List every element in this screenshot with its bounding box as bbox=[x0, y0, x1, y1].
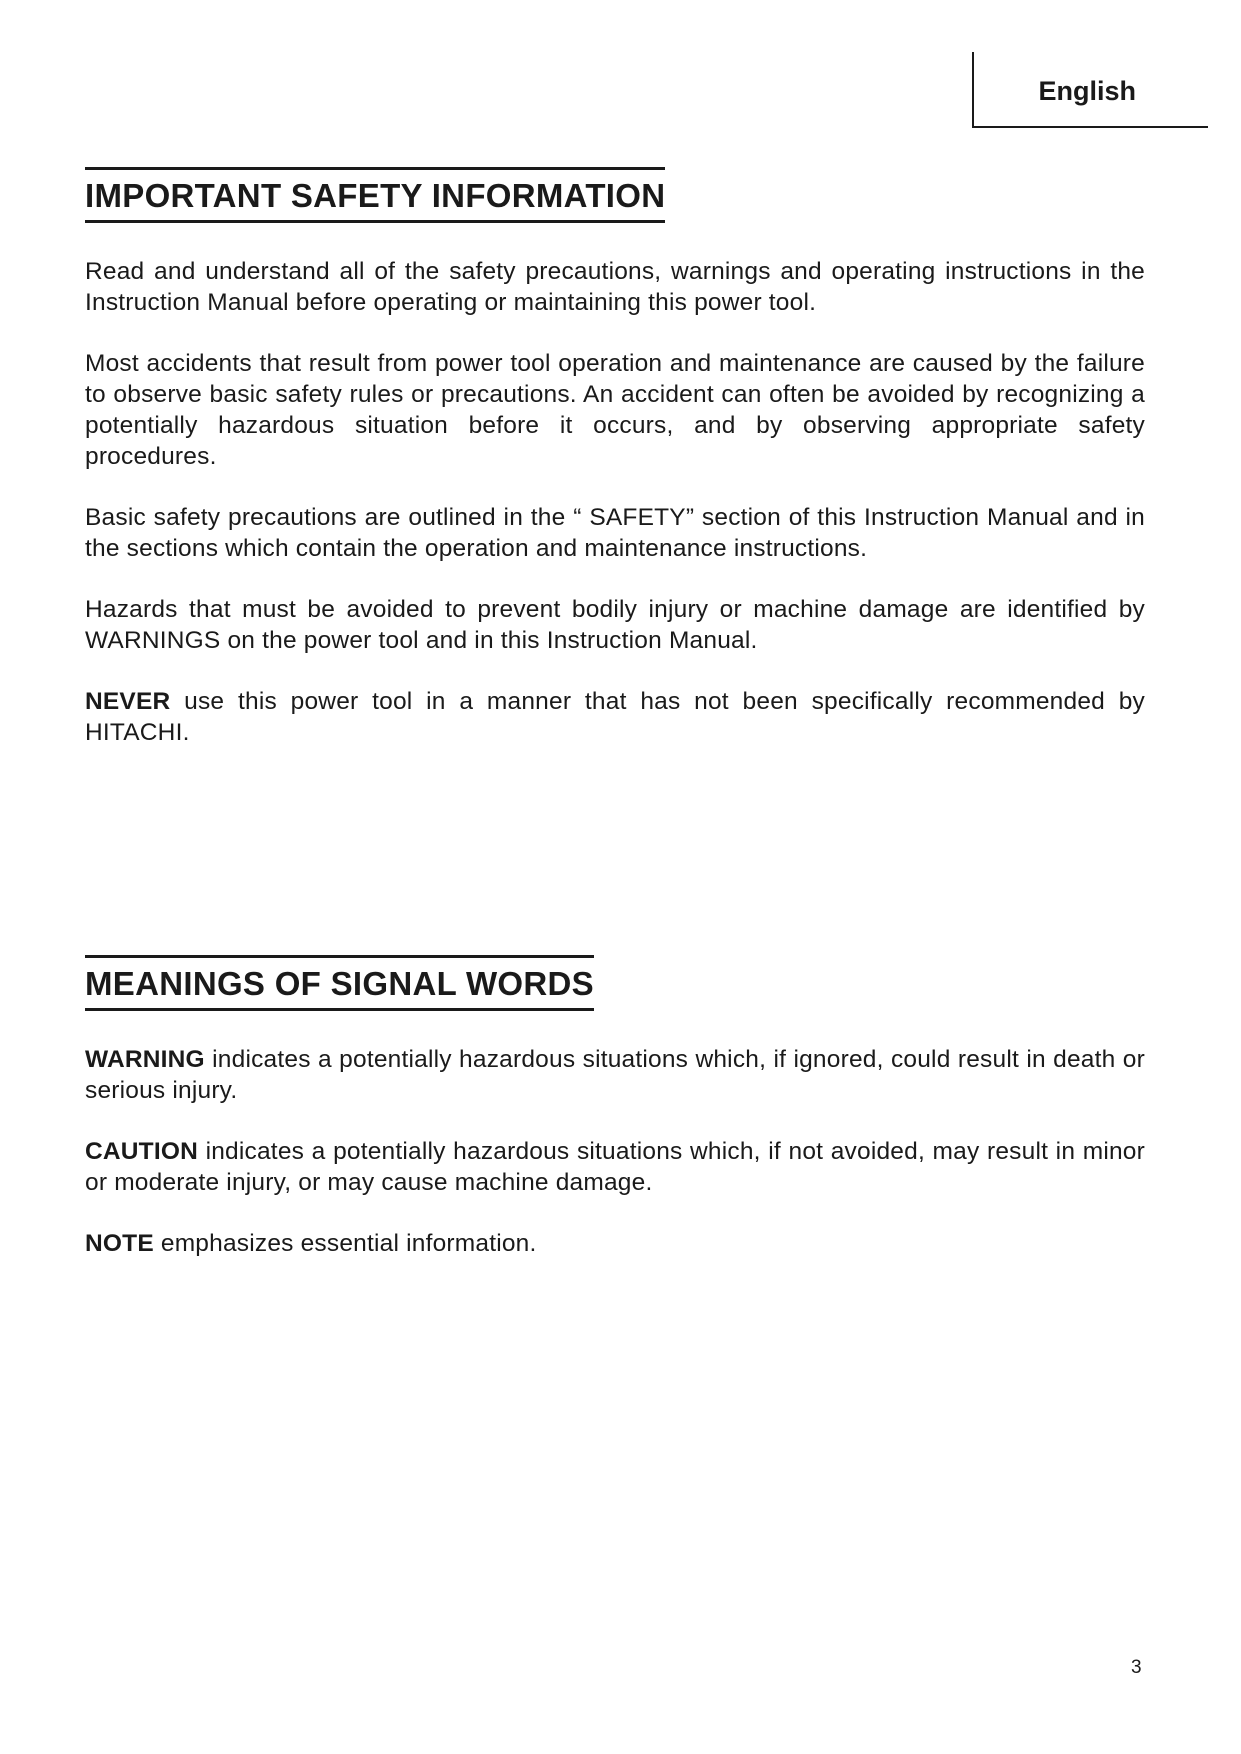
safety-paragraph-4: Hazards that must be avoided to prevent bodily injury or machine damage are identified by WARNINGS on the power tool and in this Instruction Manual. bbox=[85, 596, 1145, 655]
caution-keyword: CAUTION bbox=[85, 1138, 199, 1166]
page-number: 3 bbox=[1131, 1657, 1142, 1678]
never-text: use this power tool in a manner that has not been specifically recommended by HITACHI. bbox=[85, 688, 1145, 747]
warning-text: indicates a potentially hazardous situations which, if ignored, could result in death or serious injury. bbox=[85, 1046, 1145, 1105]
warning-keyword: WARNING bbox=[85, 1046, 205, 1074]
never-keyword: NEVER bbox=[85, 688, 171, 716]
safety-paragraph-3: Basic safety precautions are outlined in the “ SAFETY” section of this Instruction Manual and in the sections which contain the operation and maintenance instructions. bbox=[85, 504, 1145, 563]
warning-definition bbox=[85, 1044, 1145, 1106]
language-label: English bbox=[1038, 76, 1136, 106]
caution-definition bbox=[85, 1136, 1145, 1198]
never-statement bbox=[85, 686, 1145, 748]
note-text: emphasizes essential information. bbox=[153, 1230, 537, 1258]
signal-words-section bbox=[85, 955, 1145, 1259]
caution-text: indicates a potentially hazardous situations which, if not avoided, may result in minor or moderate injury, or may cause machine damage. bbox=[85, 1138, 1145, 1197]
safety-heading: IMPORTANT SAFETY INFORMATION bbox=[85, 167, 665, 223]
safety-section bbox=[85, 167, 1145, 748]
language-tab bbox=[972, 52, 1208, 128]
signal-words-heading: MEANINGS OF SIGNAL WORDS bbox=[85, 955, 594, 1011]
note-definition bbox=[85, 1228, 1145, 1259]
safety-paragraph-2: Most accidents that result from power tool operation and maintenance are caused by the failure to observe basic safety rules or precautions. An accident can often be avoided by recognizing a potentially hazardous situation before it occurs, and by observing appropriate safety procedures. bbox=[85, 350, 1145, 471]
safety-paragraph-1: Read and understand all of the safety precautions, warnings and operating instructions in the Instruction Manual before operating or maintaining this power tool. bbox=[85, 258, 1145, 317]
note-keyword: NOTE bbox=[85, 1230, 154, 1258]
